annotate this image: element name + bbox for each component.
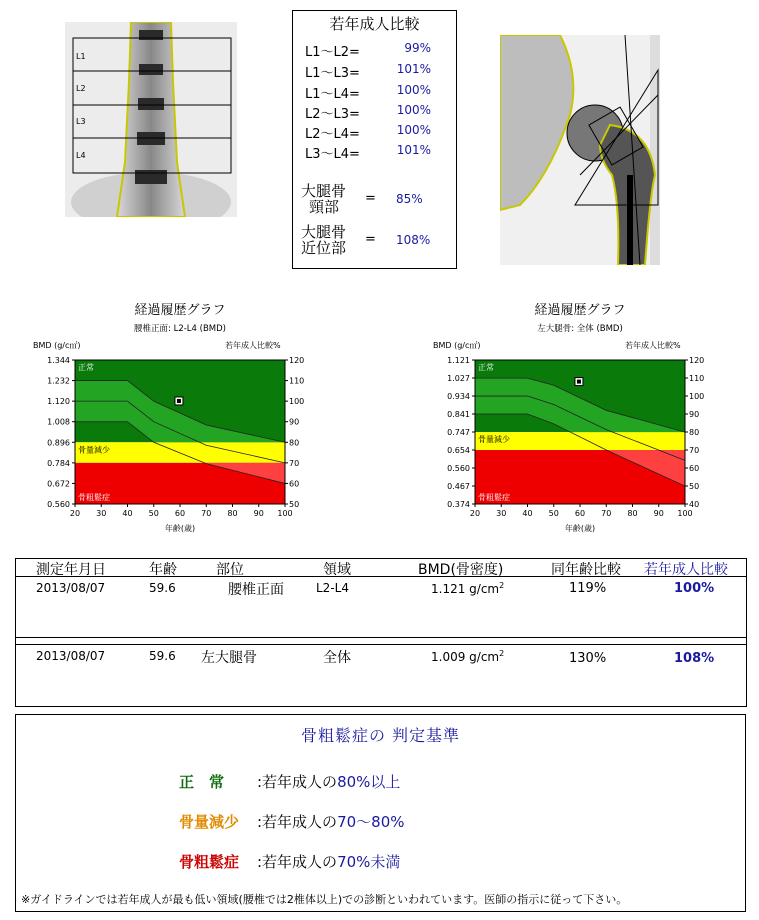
y2-tick-label: 80 (689, 428, 700, 437)
y2-tick-label: 50 (689, 482, 700, 491)
row2-bmd: 1.009 $g/cm^2$ (431, 649, 505, 664)
criteria-title: 骨粗鬆症の 判定基準 (300, 726, 461, 745)
y2-tick-label: 70 (689, 446, 700, 455)
header-age: 年齢 (149, 562, 177, 578)
header-region: 領域 (323, 562, 351, 578)
chart-subtitle: 左大腿骨: 全体 (BMD) (537, 324, 623, 334)
femur-chart-svg (400, 296, 730, 541)
x-tick-label: 80 (627, 509, 638, 518)
y-tick-label: 1.008 (47, 417, 70, 427)
y-tick-label: 0.672 (47, 479, 70, 489)
y2-tick-label: 90 (289, 417, 300, 427)
x-tick-label: 60 (174, 509, 186, 518)
lumbar-spine-image (65, 22, 237, 217)
chart-subtitle: 腰椎正面: L2-L4 (BMD) (134, 324, 226, 334)
x-tick-label: 50 (148, 509, 159, 518)
lumbar-chart-svg (0, 296, 330, 541)
y2-tick-label: 90 (689, 410, 700, 419)
spine-label-l1: L1 (76, 52, 86, 61)
y-tick-label: 0.841 (447, 410, 470, 419)
spine-label-l2: L2 (76, 84, 86, 93)
row1-same-age: 119% (569, 581, 607, 596)
header-bmd: BMD(骨密度) (418, 562, 504, 578)
y2-tick-label: 120 (289, 356, 305, 365)
header-yam: 若年成人比較 (644, 562, 728, 578)
y-tick-label: 1.120 (47, 397, 70, 407)
chart-title: 経過履歴グラフ (534, 303, 626, 318)
x-tick-label: 30 (496, 509, 507, 518)
y2-axis-label: 若年成人比較% (225, 341, 281, 350)
data-point-core (177, 399, 181, 403)
y-tick-label: 0.654 (447, 446, 470, 455)
y-tick-label: 0.747 (447, 428, 470, 437)
zone-label-osteo: 骨粗鬆症 (78, 493, 110, 502)
guideline-note: ※ガイドラインでは若年成人が最も低い領域(腰椎では2椎体以上)での診断といわれています。医師の指示に従って下さい。 (21, 893, 628, 906)
y2-tick-label: 100 (689, 392, 705, 401)
y-tick-label: 0.896 (47, 438, 70, 448)
femoral-proximal-row: 大腿骨 近位部 = 108% (301, 223, 431, 257)
zone-label-osteo: 骨粗鬆症 (478, 493, 510, 502)
header-date: 測定年月日 (36, 562, 106, 578)
row2-yam: 108% (674, 651, 715, 666)
x-tick-label: 20 (69, 509, 81, 518)
x-tick-label: 80 (227, 509, 238, 518)
row1-age: 59.6 (149, 581, 176, 595)
y-tick-label: 1.232 (47, 376, 70, 386)
femoral-neck-row: 大腿骨 頸部 = 85% (301, 182, 423, 216)
yam-box-title: 若年成人比較 (329, 15, 420, 33)
row1-date: 2013/08/07 (36, 581, 106, 595)
zone-label-normal: 正常 (78, 363, 94, 372)
y2-tick-label: 70 (289, 458, 300, 468)
spine-label-l4: L4 (76, 151, 86, 160)
femur-bmd-history-chart (400, 296, 730, 541)
y-axis-label: BMD (g/c㎡) (33, 341, 81, 350)
y-tick-label: 1.121 (447, 356, 470, 365)
x-axis-label: 年齢(歳) (564, 524, 596, 533)
x-tick-label: 90 (253, 509, 264, 518)
row2-age: 59.6 (149, 649, 176, 663)
y2-tick-label: 50 (289, 500, 300, 509)
criteria-low: 骨量減少 :若年成人の70～80% (179, 813, 405, 831)
zone-label-normal: 正常 (478, 363, 494, 372)
row1-region: L2-L4 (316, 581, 349, 595)
y2-tick-label: 110 (289, 376, 305, 386)
y-tick-label: 0.560 (47, 500, 70, 509)
y-tick-label: 0.560 (447, 464, 470, 473)
row2-region: 全体 (323, 650, 351, 666)
y2-tick-label: 40 (689, 500, 700, 509)
x-tick-label: 100 (677, 509, 693, 518)
lumbar-bmd-history-chart (0, 296, 330, 541)
x-tick-label: 20 (469, 509, 481, 518)
y2-tick-label: 60 (689, 464, 700, 473)
data-point-core (577, 380, 581, 384)
y-tick-label: 1.027 (447, 374, 470, 383)
y2-axis-label: 若年成人比較% (625, 341, 681, 350)
yam-comparison-box: 若年成人比較 L1～L2= 99% L1～L3= 101% L1～L4= 100% L2～L3= 100% L2～L4= 100% L3～L4= 101% 大腿骨 頸部 = 85% 大腿骨 近位部 = 108% (292, 10, 457, 269)
y2-tick-label: 120 (689, 356, 705, 365)
y-tick-label: 1.344 (47, 356, 70, 365)
criteria-normal: 正 常 :若年成人の80%以上 (179, 773, 401, 791)
y2-tick-label: 110 (689, 374, 705, 383)
x-tick-label: 30 (96, 509, 107, 518)
y2-tick-label: 80 (289, 438, 300, 448)
y-tick-label: 0.467 (447, 482, 470, 491)
x-tick-label: 70 (201, 509, 212, 518)
chart-title: 経過履歴グラフ (134, 303, 226, 318)
row1-yam: 100% (674, 581, 715, 596)
row1-site: 腰椎正面 (228, 582, 284, 598)
header-same-age: 同年齢比較 (551, 562, 621, 578)
x-tick-label: 70 (601, 509, 612, 518)
results-table (15, 558, 747, 707)
row1-bmd: 1.121 $g/cm^2$ (431, 581, 505, 596)
y-tick-label: 0.374 (447, 500, 470, 509)
y-axis-label: BMD (g/c㎡) (433, 341, 481, 350)
y2-tick-label: 60 (289, 479, 300, 489)
y-tick-label: 0.784 (47, 458, 70, 468)
y-tick-label: 0.934 (447, 392, 470, 401)
row-divider (16, 637, 746, 638)
criteria-osteo: 骨粗鬆症 :若年成人の70%未満 (179, 853, 401, 871)
row2-same-age: 130% (569, 651, 607, 666)
row-divider (16, 644, 746, 645)
header-site: 部位 (216, 562, 244, 578)
row2-date: 2013/08/07 (36, 649, 106, 663)
x-tick-label: 60 (574, 509, 586, 518)
spine-label-l3: L3 (76, 117, 86, 126)
x-tick-label: 40 (522, 509, 533, 518)
header-divider (16, 576, 746, 577)
x-tick-label: 90 (653, 509, 664, 518)
left-femur-image (500, 35, 660, 265)
row2-site: 左大腿骨 (201, 650, 257, 666)
x-tick-label: 40 (122, 509, 133, 518)
zone-label-low: 骨量減少 (478, 435, 510, 445)
x-tick-label: 50 (548, 509, 559, 518)
osteoporosis-criteria-box (15, 714, 746, 912)
y2-tick-label: 100 (289, 397, 305, 407)
x-tick-label: 100 (277, 509, 293, 518)
x-axis-label: 年齢(歳) (164, 524, 196, 533)
zone-label-low: 骨量減少 (78, 445, 110, 455)
